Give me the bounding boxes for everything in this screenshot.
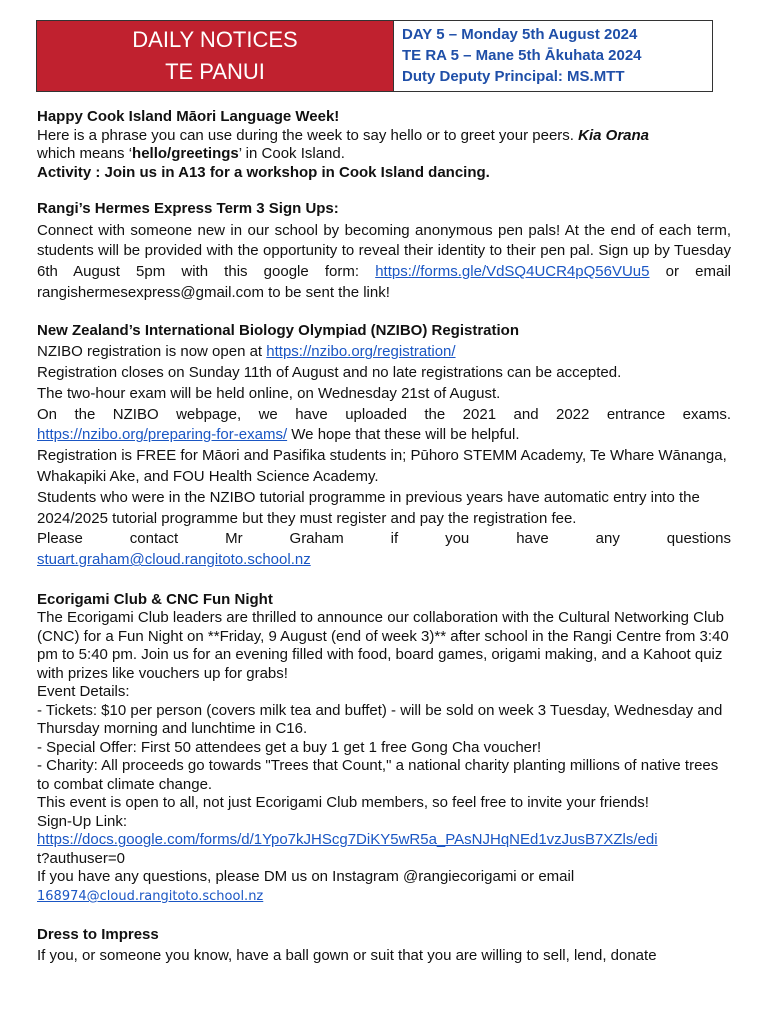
ecorigami-title: Ecorigami Club & CNC Fun Night xyxy=(37,590,273,608)
cook-island-notice xyxy=(37,108,731,182)
nzibo-contact-email[interactable]: stuart.graham@cloud.rangitoto.school.nz xyxy=(37,551,311,569)
ecorigami-email-link[interactable]: 168974@cloud.rangitoto.school.nz xyxy=(37,888,264,904)
nzibo-prep-text: We hope that these will be helpful. xyxy=(287,426,520,444)
nzibo-title: New Zealand’s International Biology Olympiad (NZIBO) Registration xyxy=(37,321,519,339)
nzibo-notice xyxy=(37,322,731,571)
nzibo-prep-link[interactable]: https://nzibo.org/preparing-for-exams/ xyxy=(37,426,288,444)
hermes-body-end: or email rangishermesexpress@gmail.com to be sent the link! xyxy=(37,263,731,301)
nzibo-tutorial: Students who were in the NZIBO tutorial programme in previous years have automatic entry into the 2024/2025 tutorial programme but they must register and pay the registration fee. xyxy=(37,488,700,527)
header-title: DAILY NOTICES xyxy=(132,27,298,52)
ecorigami-signup-label: Sign-Up Link: xyxy=(37,812,128,830)
ecorigami-signup-link[interactable]: https://docs.google.com/forms/d/1Ypo7kJHScg7DiKY5wR5a_PAsNJHqNEd1vzJusB7XZls/edi xyxy=(37,831,658,849)
ecorigami-questions: If you have any questions, please DM us on Instagram @rangiecorigami or email xyxy=(37,868,575,886)
nzibo-webpage: On the NZIBO webpage, we have uploaded the 2021 and 2022 entrance exams. xyxy=(37,405,731,423)
ecorigami-notice xyxy=(37,591,731,907)
nzibo-open-line xyxy=(37,342,731,363)
hermes-body xyxy=(37,221,731,304)
cook-island-title: Happy Cook Island Māori Language Week! xyxy=(37,108,340,125)
notices-body xyxy=(37,108,731,965)
nzibo-prep-line xyxy=(37,425,731,446)
nzibo-closes: Registration closes on Sunday 11th of August and no late registrations can be accepted. xyxy=(37,363,622,381)
meaning-suffix: ’ in Cook Island. xyxy=(238,145,345,162)
day-maori: TE RA 5 – Mane 5th Ākuhata 2024 xyxy=(402,47,642,64)
ecorigami-charity: - Charity: All proceeds go towards "Trees that Count," a national charity planting millions of native trees to combat climate change. xyxy=(37,757,719,793)
cook-island-activity: Activity : Join us in A13 for a workshop in Cook Island dancing. xyxy=(37,163,490,181)
notice-header xyxy=(36,20,713,92)
hermes-title: Rangi’s Hermes Express Term 3 Sign Ups: xyxy=(37,200,339,217)
header-subtitle: TE PANUI xyxy=(165,59,265,84)
ecorigami-intro: The Ecorigami Club leaders are thrilled to announce our collaboration with the Cultural Networking Club (CNC) for a Fun Night on **Friday, 9 August (end of week 3)** after school in the Rangi Centre from 3:40 pm to 5:40 pm. Join us for an evening filled with food, board games, origami making, and a Kahoot quiz with prizes like vouchers up for grabs! xyxy=(37,609,729,682)
hermes-form-link[interactable]: https://forms.gle/VdSQ4UCR4pQ56VUu5 xyxy=(375,263,650,281)
ecorigami-signup-link-end: t?authuser=0 xyxy=(37,849,125,867)
hermes-body-text: Connect with someone new in our school by becoming anonymous pen pals! At the end of each term, students will be provided with the opportunity to reveal their identity to their pen pal. Sign up by Tuesday 6th August 5pm with this google form: xyxy=(37,221,731,281)
nzibo-contact: Please contact Mr Graham if you have any questions xyxy=(37,530,731,548)
cook-island-intro: Here is a phrase you can use during the week to say hello or to greet your peers. xyxy=(37,126,579,144)
cook-island-phrase-line xyxy=(37,127,731,146)
day-english: DAY 5 – Monday 5th August 2024 xyxy=(402,26,638,43)
dress-notice xyxy=(37,926,731,965)
ecorigami-open: This event is open to all, not just Ecorigami Club members, so feel free to invite your friends! xyxy=(37,794,649,812)
nzibo-free: Registration is FREE for Māori and Pasifika students in; Pūhoro STEMM Academy, Te Whare Wānanga, Whakapiki Ake, and FOU Health Science Academy. xyxy=(37,447,727,485)
ecorigami-offer: - Special Offer: First 50 attendees get a buy 1 get 1 free Gong Cha voucher! xyxy=(37,738,542,756)
nzibo-open-text: NZIBO registration is now open at xyxy=(37,343,267,361)
nzibo-registration-link[interactable]: https://nzibo.org/registration/ xyxy=(266,343,456,361)
cook-island-meaning-line xyxy=(37,145,731,164)
header-title-box xyxy=(37,21,394,91)
meaning-text: hello/greetings xyxy=(132,145,239,162)
nzibo-exam: The two-hour exam will be held online, on Wednesday 21st of August. xyxy=(37,384,501,402)
meaning-prefix: which means ‘ xyxy=(37,145,133,162)
ecorigami-tickets: - Tickets: $10 per person (covers milk tea and buffet) - will be sold on week 3 Tuesday, Wednesday and Thursday morning and lunchtime in C16. xyxy=(37,701,723,738)
header-info-box xyxy=(394,21,712,91)
phrase-text: Kia Orana xyxy=(578,126,650,144)
ecorigami-details-label: Event Details: xyxy=(37,683,130,701)
hermes-notice xyxy=(37,200,731,304)
dress-title: Dress to Impress xyxy=(37,926,159,944)
duty-principal: Duty Deputy Principal: MS.MTT xyxy=(402,68,625,85)
dress-body: If you, or someone you know, have a ball gown or suit that you are willing to sell, lend, donate xyxy=(37,946,657,964)
